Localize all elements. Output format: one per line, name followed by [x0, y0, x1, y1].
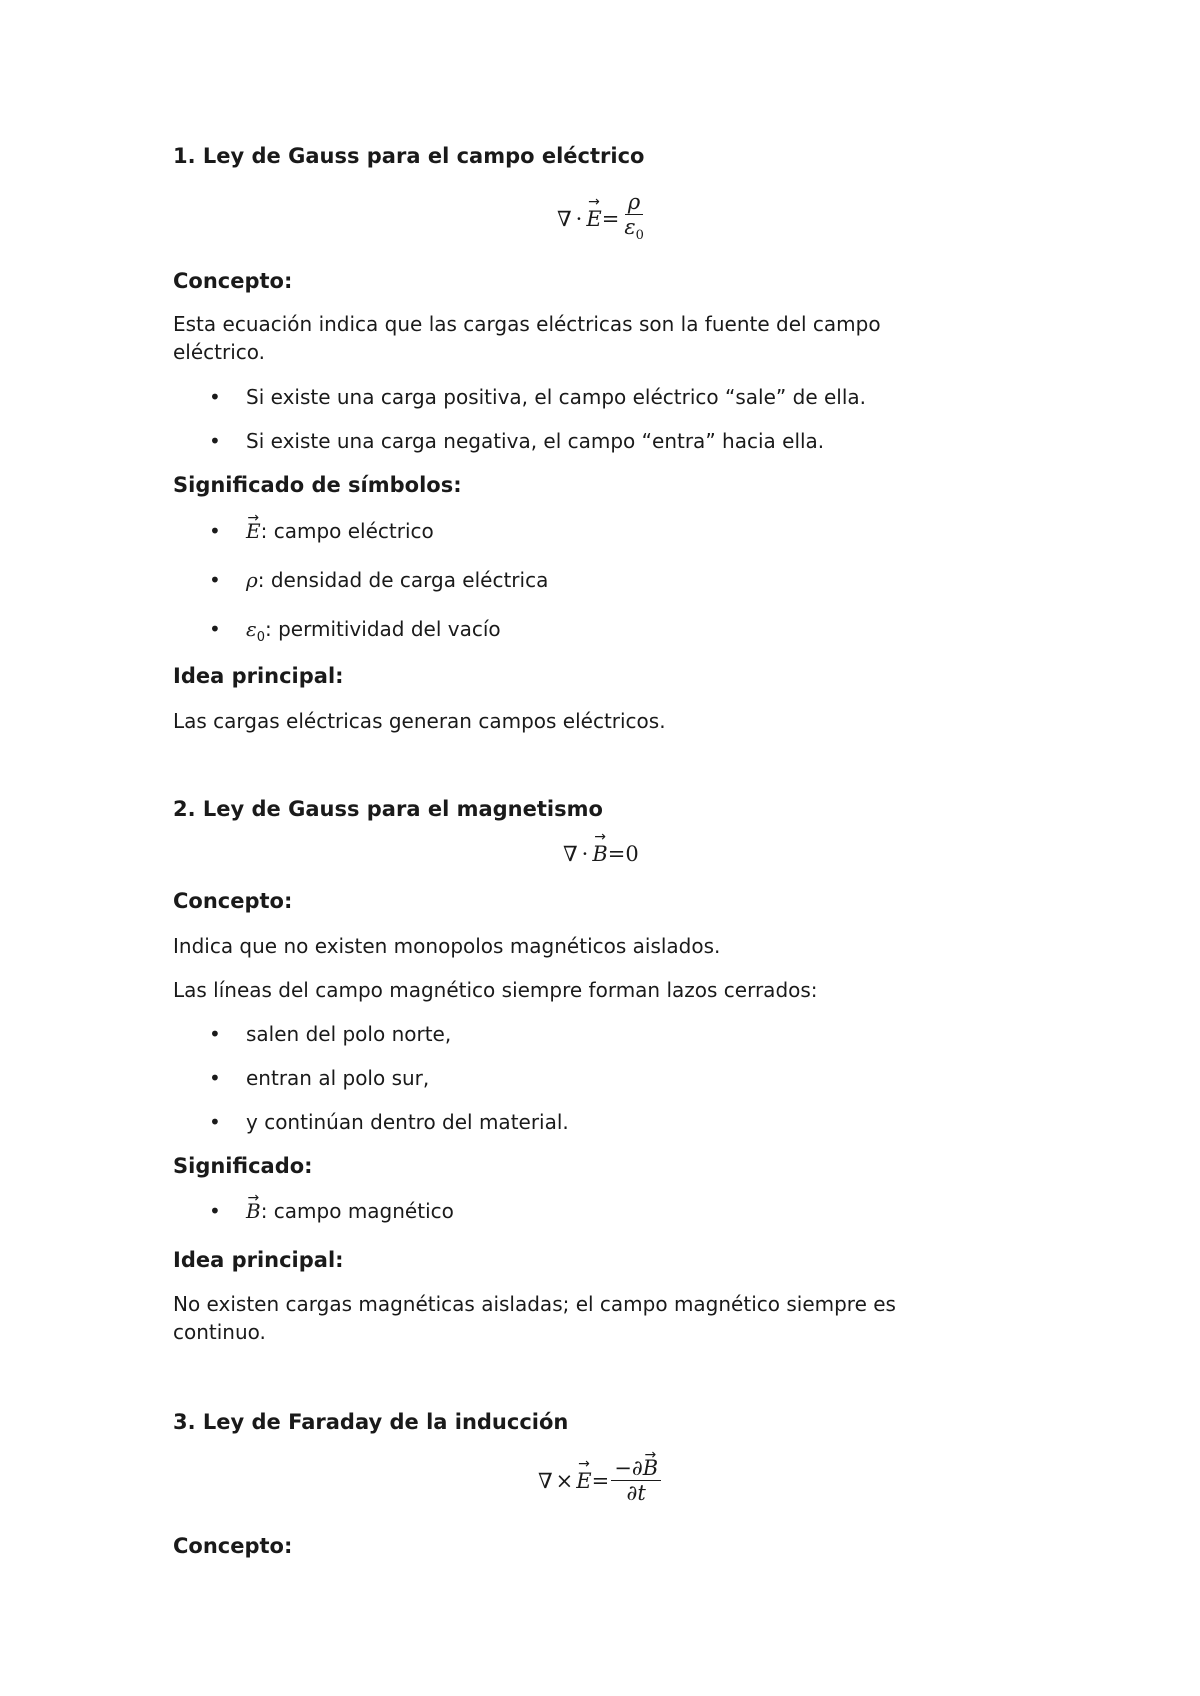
vector-b: → B	[643, 1456, 658, 1480]
paragraph: eléctrico.	[173, 340, 266, 364]
bullet-icon: •	[209, 519, 221, 543]
idea-heading: Idea principal:	[173, 664, 344, 688]
vector-e: → E	[586, 207, 601, 231]
vector-e: → E	[576, 1469, 591, 1493]
section-2-title: 2. Ley de Gauss para el magnetismo	[173, 797, 603, 821]
bullet-icon: •	[209, 1022, 221, 1046]
bullet-icon: •	[209, 1199, 221, 1223]
paragraph: Las líneas del campo magnético siempre forman lazos cerrados:	[173, 978, 818, 1002]
fraction: $\frac{-\partial\to B}{\partial t}$	[611, 1456, 661, 1505]
concept-heading: Concepto:	[173, 889, 293, 913]
paragraph: continuo.	[173, 1320, 266, 1344]
section-1-title: 1. Ley de Gauss para el campo eléctrico	[173, 144, 645, 168]
vector-b: → B	[246, 1197, 261, 1225]
section-3-title: 3. Ley de Faraday de la inducción	[173, 1410, 569, 1434]
idea-heading: Idea principal:	[173, 1248, 344, 1272]
paragraph: Indica que no existen monopolos magnéticos aislados.	[173, 934, 721, 958]
equation-gauss-electric: ∇ · → E = $\frac{\rho}{\varepsilon_0}$	[557, 190, 647, 248]
vector-e: → E	[246, 517, 261, 545]
equation-gauss-magnetic: ∇ · → B = 0	[563, 842, 639, 866]
concept-heading: Concepto:	[173, 1534, 293, 1558]
bullet-icon: •	[209, 1110, 221, 1134]
bullet-icon: •	[209, 568, 221, 592]
paragraph: Las cargas eléctricas generan campos eléctricos.	[173, 709, 666, 733]
paragraph: Esta ecuación indica que las cargas eléctricas son la fuente del campo	[173, 312, 881, 336]
equation-faraday: ∇ × → E = $\frac{-\partial\to B}{\partial t}$	[538, 1456, 661, 1505]
bullet-icon: •	[209, 385, 221, 409]
vector-b: → B	[592, 842, 607, 866]
paragraph: No existen cargas magnéticas aisladas; el campo magnético siempre es	[173, 1292, 896, 1316]
symbols-heading: Significado de símbolos:	[173, 473, 462, 497]
bullet-icon: •	[209, 617, 221, 641]
document-page: 1. Ley de Gauss para el campo eléctrico ∇ · → E = $\frac{\rho}{\varepsilon_0}$ Concepto: Esta ecuación indica que las cargas eléctricas son la fuente del campo eléctrico. • Si existe una carga positiva, el campo eléctrico “sale” de ella. • Si existe una carga negativa, el campo “entra” hacia ella. Significado de símbolos: • → E: campo eléctrico • ρ: densidad de carga eléctrica • $\varepsilon_0$: permitividad del vacío Idea principal: Las cargas eléctricas generan campos eléctricos. 2. Ley de Gauss para el magnetismo ∇ · → B = 0 Concepto: Indica que no existen monopolos magnéticos aislados. Las líneas del campo magnético siempre forman lazos cerrados: • salen del polo norte, • entran al polo sur, • y continúan dentro del material. Significado: • → B: campo magnético Idea principal: No existen cargas magnéticas aisladas; el campo magnético siempre es continuo. 3. Ley de Faraday de la inducción ∇ × → E = $\frac{-\partial\to B}{\partial t}$ Concepto:	[0, 0, 1200, 1696]
bullet-icon: •	[209, 1066, 221, 1090]
symbols-heading: Significado:	[173, 1154, 313, 1178]
bullet-icon: •	[209, 429, 221, 453]
concept-heading: Concepto:	[173, 269, 293, 293]
fraction: $\frac{\rho}{\varepsilon_0}$	[624, 190, 644, 243]
